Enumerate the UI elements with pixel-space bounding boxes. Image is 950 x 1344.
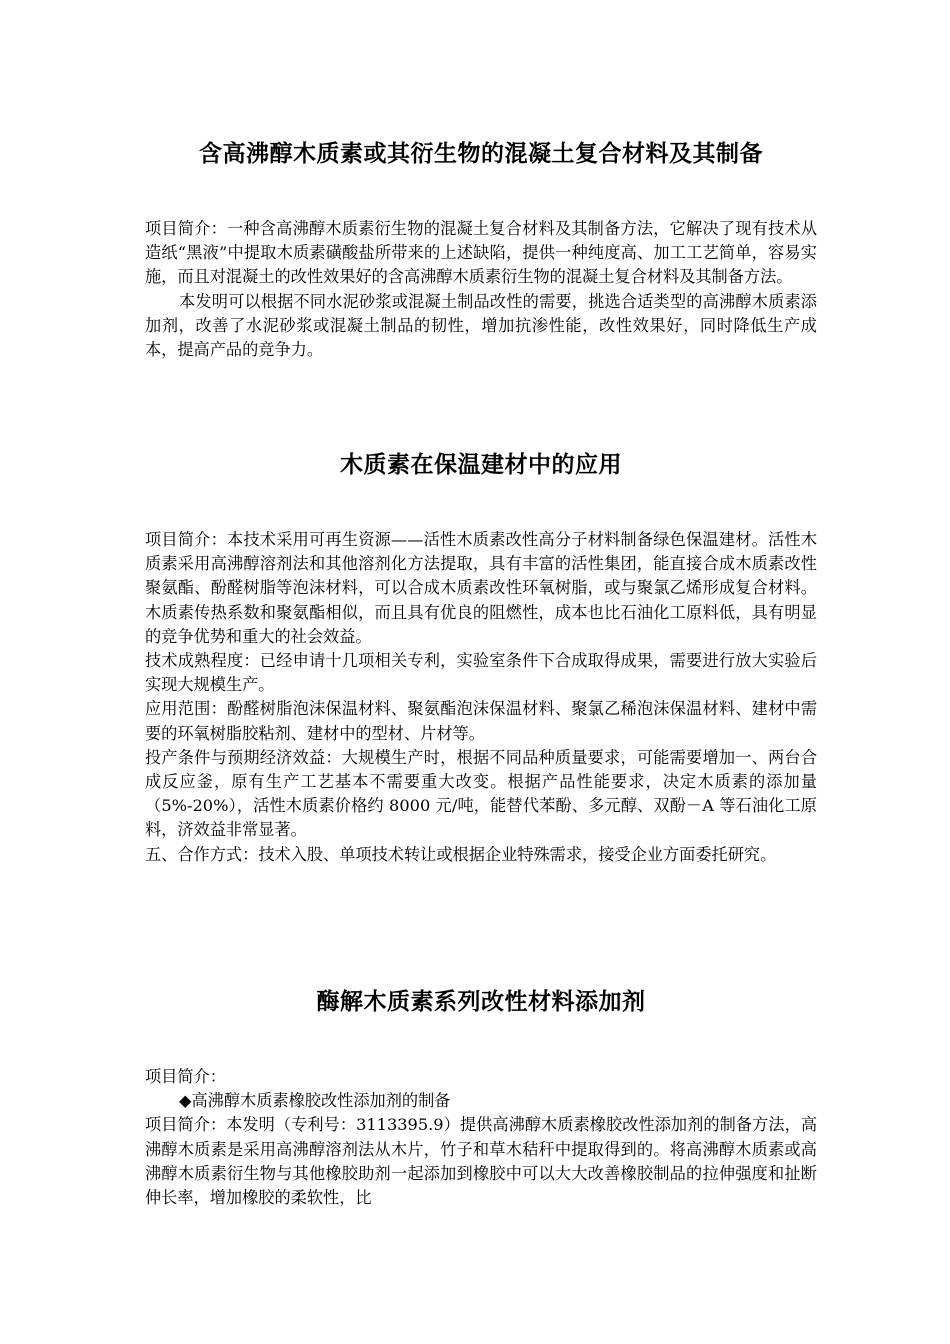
cooperation-text: 技术入股、单项技术转让或根据企业特殊需求，接受企业方面委托研究。 — [258, 844, 777, 864]
section-title: 酶解木质素系列改性材料添加剂 — [316, 988, 646, 1015]
section-body — [145, 528, 817, 867]
benefit-paragraph — [145, 746, 817, 843]
section-body — [145, 217, 817, 362]
scope-paragraph — [145, 697, 817, 745]
sub-intro-paragraph — [145, 1113, 817, 1210]
body-paragraph: 本发明可以根据不同水泥砂浆或混凝土制品改性的需要，挑选合适类型的高沸醇木质素添加剂，改善了水泥砂浆或混凝土制品的韧性，增加抗渗性能，改性效果好，同时降低生产成本，提高产品的竞争力。 — [145, 291, 817, 360]
bullet-item: ◆高沸醇木质素橡胶改性添加剂的制备 — [179, 1091, 451, 1111]
intro-text: 本技术采用可再生资源——活性木质素改性高分子材料制备绿色保温建材。活性木质素采用高沸醇溶剂法和其他溶剂化方法提取，具有丰富的活性集团，能直接合成木质素改性聚氨酯、酚醛树脂等泡沫材料，可以合成木质素改性环氧树脂，或与聚氯乙烯形成复合材料。木质素传热系数和聚氨酯相似，而且具有优良的阻燃性，成本也比石油化工原料低，具有明显的竞争优势和重大的社会效益。 — [145, 530, 818, 646]
benefit-text: 大规模生产时，根据不同品种质量要求，可能需要增加一、两台合成反应釜，原有生产工艺基本不需要重大改变。根据产品性能要求，决定木质素的添加量（5%-20%），活性木质素价格约 8000 元/吨，能替代苯酚、多元醇、双酚－A 等石油化工原料，济效益非常显著。 — [145, 747, 818, 840]
intro-label: 项目简介： — [145, 1067, 226, 1086]
cooperation-paragraph — [145, 843, 817, 867]
sub-intro-text: 本发明（专利号：3113395.9）提供高沸醇木质素橡胶改性添加剂的制备方法，高沸醇木质素是采用高沸醇溶剂法从木片，竹子和草木秸秆中提取得到的。将高沸醇木质素或高沸醇木质素衍生物与其他橡胶助剂一起添加到橡胶中可以大大改善橡胶制品的拉伸强度和扯断伸长率，增加橡胶的柔软性，比 — [145, 1115, 818, 1208]
intro-label: 项目简介： — [145, 530, 228, 549]
intro-paragraph — [145, 1065, 817, 1089]
maturity-paragraph — [145, 649, 817, 697]
intro-paragraph — [145, 217, 817, 290]
sub-intro-label: 项目简介： — [145, 1115, 227, 1135]
maturity-text: 已经申请十几项相关专利，实验室条件下合成取得成果，需要进行放大实验后实现大规模生产。 — [145, 651, 818, 695]
section-body — [145, 1065, 817, 1210]
intro-paragraph — [145, 528, 817, 649]
benefit-label: 投产条件与预期经济效益： — [145, 747, 342, 767]
cooperation-label: 五、合作方式： — [145, 844, 259, 864]
maturity-label: 技术成熟程度： — [145, 651, 260, 671]
section-title: 木质素在保温建材中的应用 — [340, 451, 622, 478]
scope-text: 酚醛树脂泡沫保温材料、聚氨酯泡沫保温材料、聚氯乙稀泡沫保温材料、建材中需要的环氧树脂胶粘剂、建材中的型材、片材等。 — [145, 699, 818, 743]
intro-text: 一种含高沸醇木质素衍生物的混凝土复合材料及其制备方法，它解决了现有技术从造纸“黑液”中提取木质素磺酸盐所带来的上述缺陷，提供一种纯度高、加工工艺简单，容易实施，而且对混凝土的改性效果好的含高沸醇木质素衍生物的混凝土复合材料及其制备方法。 — [145, 219, 818, 287]
scope-label: 应用范围： — [145, 699, 227, 719]
intro-label: 项目简介： — [145, 219, 227, 238]
section-title: 含高沸醇木质素或其衍生物的混凝土复合材料及其制备 — [199, 140, 763, 167]
